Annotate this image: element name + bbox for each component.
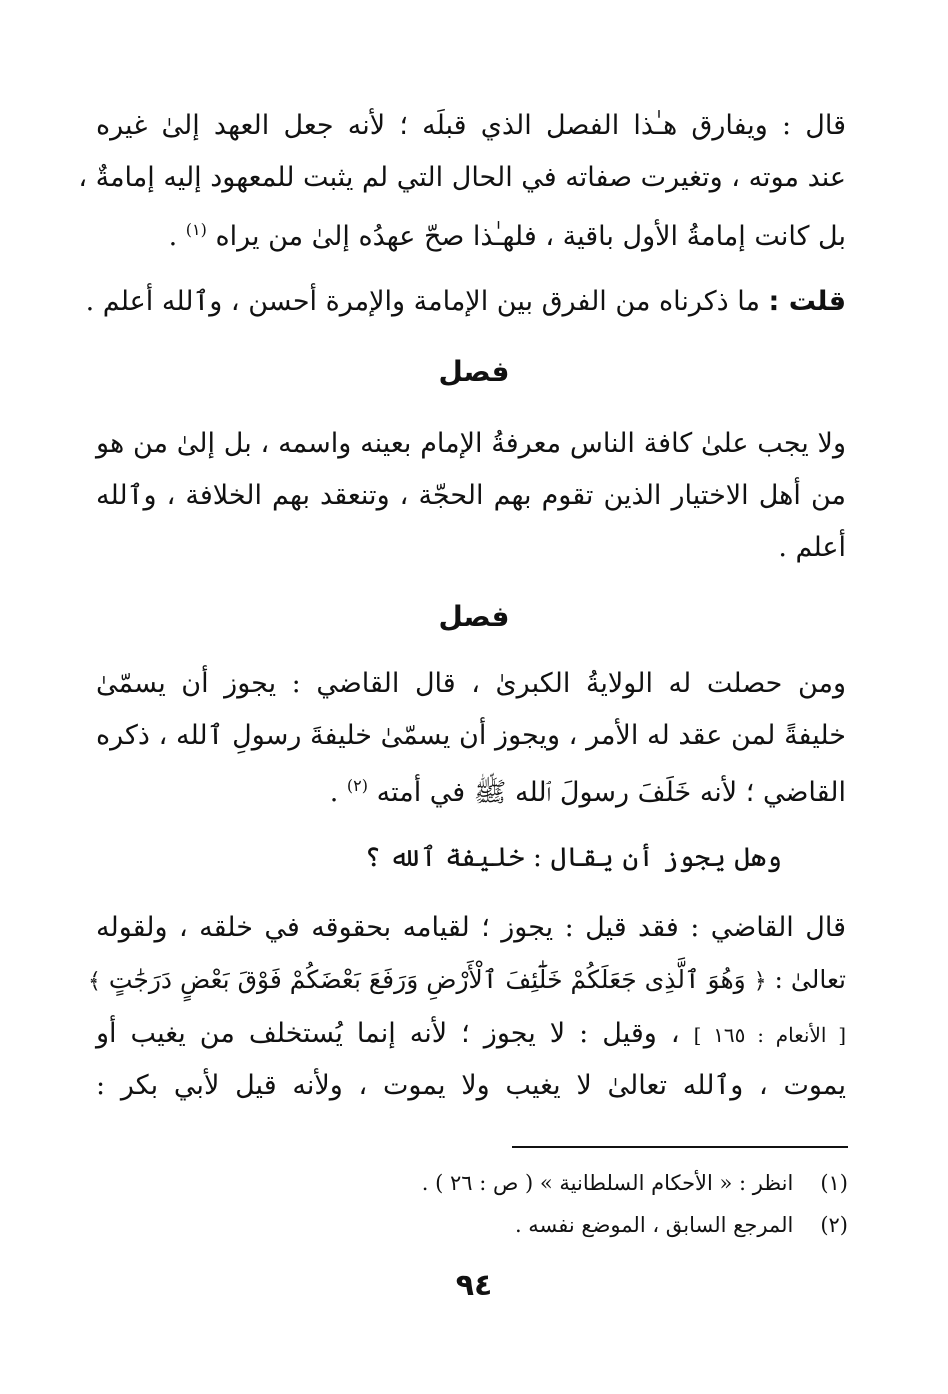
paragraph-3-line-3: أعلم .	[778, 532, 846, 563]
footnote-2-text: المرجع السابق ، الموضع نفسه .	[514, 1213, 794, 1237]
paragraph-4-line-2: خليفةً لمن عقد له الأمر ، ويجوز أن يسمّىٰ خليفةَ رسولِ ٱلله ، ذكره	[96, 720, 846, 751]
paragraph-4-line-3-end: .	[329, 777, 339, 808]
footnote-ref-1[interactable]: (١)	[185, 220, 207, 239]
ayah-close-bracket: ﴾	[87, 969, 101, 994]
paragraph-4-line-3-text: القاضي ؛ لأنه خَلَفَ رسولَ ٱلله ﷺ في أمته	[376, 777, 846, 808]
ayah-open-bracket: ﴿	[753, 969, 767, 994]
footnote-1	[96, 1168, 848, 1198]
footnote-ref-2[interactable]: (٢)	[346, 776, 369, 795]
said-label: قلت :	[768, 286, 846, 317]
paragraph-5-line-1: وهل يجوز أن يقال : خليفة ٱلله ؟	[364, 842, 782, 873]
paragraph-6-line-4: يموت ، وٱلله تعالىٰ لا يغيب ولا يموت ، ولأنه قيل لأبي بكر :	[96, 1070, 846, 1101]
footnote-separator	[512, 1146, 848, 1148]
paragraph-4-line-3	[96, 766, 846, 813]
paragraph-6-line-1: قال القاضي : فقد قيل : يجوز ؛ لقيامه بحقوقه في خلقه ، ولقوله	[96, 912, 846, 943]
paragraph-3-line-2: من أهل الاختيار الذين تقوم بهم الحجّة ، وتنعقد بهم الخلافة ، وٱلله	[96, 480, 846, 511]
paragraph-2-text: ما ذكرناه من الفرق بين الإمامة والإمرة أحسن ، وٱلله أعلم .	[85, 286, 760, 317]
footnote-2	[96, 1210, 848, 1240]
paragraph-1-line-1: قال : ويفارق هـٰذا الفصل الذي قبلَه ؛ لأنه جعل العهد إلىٰ غيره	[96, 110, 846, 141]
paragraph-1-line-3	[96, 210, 846, 257]
surah-reference: [ الأنعام : ١٦٥ ]	[693, 1023, 846, 1047]
paragraph-4-line-1: ومن حصلت له الولايةُ الكبرىٰ ، قال القاضي : يجوز أن يسمّىٰ	[96, 668, 846, 699]
paragraph-6-line-2-lead: تعالىٰ :	[774, 965, 846, 994]
paragraph-1-line-2: عند موته ، وتغيرت صفاته في الحال التي لم يثبت للمعهود إليه إمامةٌ ،	[78, 162, 846, 193]
paragraph-6-line-2	[87, 960, 846, 1002]
paragraph-3-line-1: ولا يجب علىٰ كافة الناس معرفةُ الإمام بعينه واسمه ، بل إلىٰ من هو	[96, 428, 846, 459]
paragraph-1-line-3-end: .	[168, 221, 178, 252]
section-heading-1: فصل	[438, 355, 510, 388]
page-number: ٩٤	[455, 1268, 493, 1303]
paragraph-6-line-3-text: ، وقيل : لا يجوز ؛ لأنه إنما يُستخلف من يغيب أو	[96, 1018, 680, 1049]
footnote-1-number: (١)	[820, 1171, 848, 1195]
paragraph-6-line-3	[96, 1014, 846, 1055]
footnote-1-text: انظر : « الأحكام السلطانية » ( ص : ٢٦ ) .	[421, 1171, 794, 1195]
paragraph-2	[85, 282, 846, 322]
section-heading-2: فصل	[438, 600, 510, 633]
footnote-2-number: (٢)	[820, 1213, 848, 1237]
quran-verse: وَهُوَ ٱلَّذِى جَعَلَكُمْ خَلَٰٓئِفَ ٱلْأَرْضِ وَرَفَعَ بَعْضَكُمْ فَوْقَ بَعْضٍ دَرَجَٰتٍ	[108, 965, 746, 994]
paragraph-1-line-3-text: بل كانت إمامةُ الأول باقية ، فلهـٰذا صحّ عهدُه إلىٰ من يراه	[215, 221, 846, 252]
